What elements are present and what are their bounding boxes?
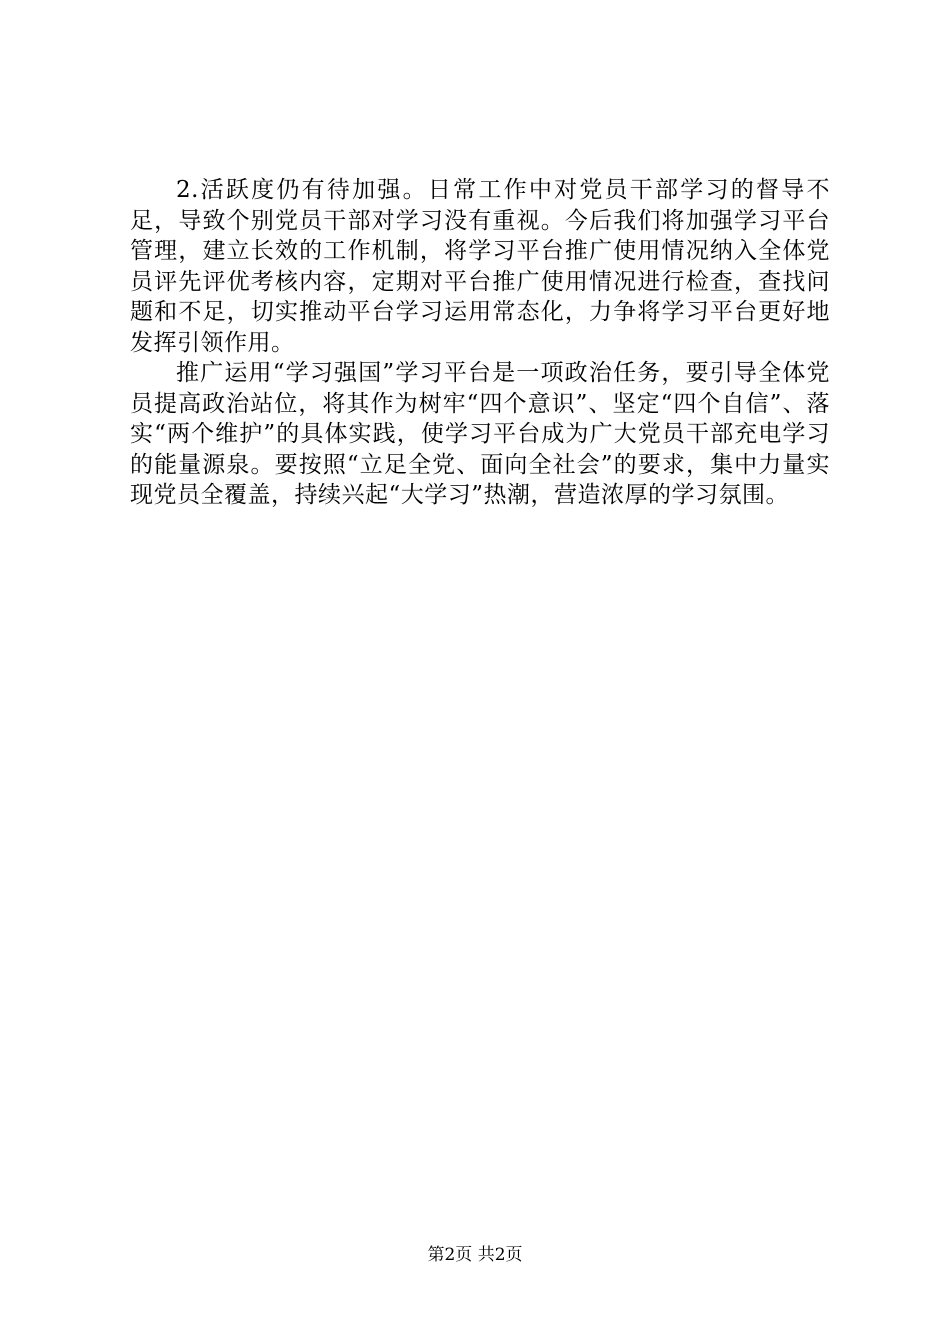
document-body [130,175,830,511]
paragraph-activity: 2.活跃度仍有待加强。日常工作中对党员干部学习的督导不足，导致个别党员干部对学习没有重视。今后我们将加强学习平台管理，建立长效的工作机制，将学习平台推广使用情况纳入全体党员评先评优考核内容，定期对平台推广使用情况进行检查，查找问题和不足，切实推动平台学习运用常态化，力争将学习平台更好地发挥引领作用。 [130,177,830,356]
paragraph-promotion: 推广运用“学习强国”学习平台是一项政治任务，要引导全体党员提高政治站位，将其作为树牢“四个意识”、坚定“四个自信”、落实“两个维护”的具体实践，使学习平台成为广大党员干部充电学习的能量源泉。要按照“立足全党、面向全社会”的要求，集中力量实现党员全覆盖，持续兴起“大学习”热潮，营造浓厚的学习氛围。 [130,360,830,508]
page-number: 第2页 共2页 [427,1245,523,1265]
page-footer [0,1243,950,1267]
